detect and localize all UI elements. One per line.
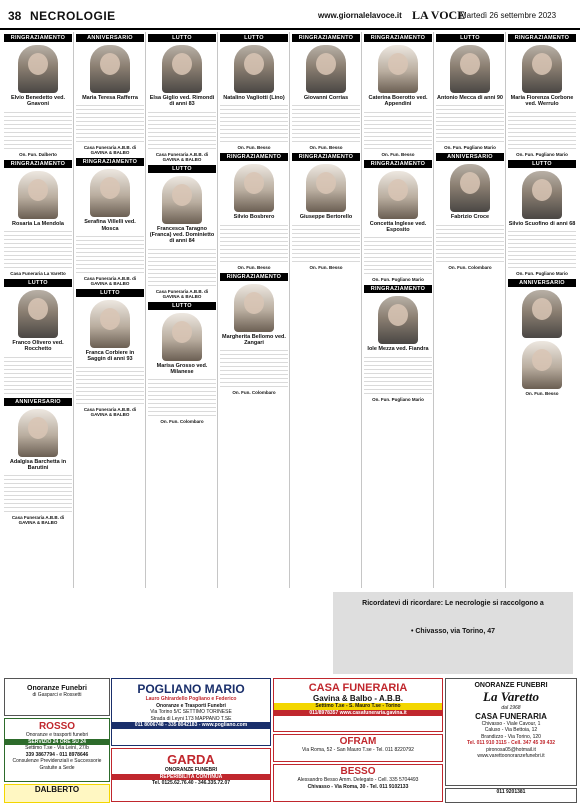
ad-subtitle: di Gasparci e Rossetti (32, 692, 82, 698)
ad-line: Via Torino 5/C SETTIMO TORINESE (150, 709, 232, 715)
deceased-name: Franca Corbiere in Saggin di anni 93 (85, 349, 135, 363)
funeral-home-signature: Casa Funeraria La Varetto (10, 270, 66, 276)
notice-type-label: RINGRAZIAMENTO (364, 285, 432, 293)
ad-title: Onoranze Funebri (27, 685, 87, 692)
notice-type-label: RINGRAZIAMENTO (220, 153, 288, 161)
ad-ofram[interactable] (273, 734, 443, 762)
ad-onoranze-torinese[interactable] (4, 678, 110, 716)
deceased-name: Fabrizio Croce (450, 214, 490, 221)
deceased-name: Francesca Taragno (Franca) ved. Dominietto di anni 84 (149, 225, 215, 245)
deceased-name: Giuseppe Bertorello (299, 214, 353, 221)
ad-phone: Tel. 011 910 3115 - Cell. 347 45 39 432 (466, 740, 556, 746)
obituary-text-block (148, 109, 216, 151)
obituary-column (76, 32, 144, 672)
deceased-name: Silvio Scuofino di anni 68 (508, 220, 576, 227)
obituary-text-block (364, 109, 432, 151)
funeral-home-signature: On. Fun. Dalberto (19, 151, 57, 157)
ad-brand: OFRAM (339, 736, 377, 747)
notice-type-label: LUTTO (148, 34, 216, 42)
deceased-name: Franco Olivero ved. Rocchetto (12, 339, 64, 353)
obituary-text-block (508, 228, 576, 270)
notice-type-label: ANNIVERSARIO (76, 34, 144, 42)
notice-type-label: RINGRAZIAMENTO (292, 153, 360, 161)
ad-besso[interactable] (273, 764, 443, 802)
obituary-text-block (4, 354, 72, 396)
obituary-text-block (364, 354, 432, 396)
obituary-column (364, 32, 432, 588)
portrait-photo (522, 45, 562, 93)
deceased-name: Concetta Inglese ved. Esposito (369, 220, 427, 233)
portrait-photo (18, 409, 58, 457)
obituary-text-block (4, 472, 72, 514)
ad-brand: BESSO (340, 766, 376, 777)
notice-box (333, 592, 573, 674)
notice-type-label: RINGRAZIAMENTO (508, 34, 576, 42)
funeral-home-signature: On. Fun. Besso (309, 145, 343, 151)
deceased-name: Silvio Bosbrero (233, 214, 275, 221)
ad-title: Onoranze e trasporti funebri (25, 732, 89, 738)
deceased-name: Rosaria La Mendola (12, 220, 64, 227)
portrait-photo (450, 164, 490, 212)
funeral-home-signature: Casa Funeraria A.B.B. di GAVINA & BALBO (83, 145, 137, 156)
ad-email[interactable]: pironosa05@hotmail.it (486, 746, 536, 753)
notice-type-label: ANNIVERSARIO (4, 398, 72, 406)
deceased-name: Margherita Bellomo ved. Zangari (222, 333, 286, 346)
deceased-name: Iole Mezza ved. Fiandra (367, 346, 429, 353)
ad-brand: CASA FUNERARIA (308, 682, 408, 694)
funeral-home-signature: On. Fun. Pugliano Mario (516, 151, 568, 157)
portrait-photo (522, 290, 562, 338)
ad-title: ONORANZE FUNEBRI (474, 682, 548, 689)
portrait-photo (522, 171, 562, 219)
portrait-photo (90, 45, 130, 93)
deceased-name: Serafina Villelli ved. Mosca (84, 219, 136, 232)
obituary-column (4, 32, 72, 672)
funeral-home-signature: On. Fun. Besso (237, 264, 271, 270)
portrait-photo (306, 45, 346, 93)
funeral-home-signature: On. Fun. Pugliano Mario (372, 396, 424, 402)
obituary-text-block (76, 233, 144, 275)
deceased-name: Antonio Mecca di anni 90 (436, 95, 503, 101)
deceased-name: Natalino Vagliotti (Lino) (223, 95, 285, 101)
notice-type-label: RINGRAZIAMENTO (364, 34, 432, 42)
notice-type-label: LUTTO (436, 34, 504, 42)
issue-date: Martedì 26 settembre 2023 (460, 11, 557, 20)
ad-varetto[interactable] (445, 678, 577, 786)
notice-title: Ricordatevi di ricordare: Le necrologie si raccolgono a (362, 600, 544, 607)
deceased-name: Marisa Grosso ved. Milanese (156, 362, 208, 375)
ad-title: 011 9201381 (496, 789, 526, 795)
ad-phone: 011/8978357 www.casafuneraria.gavina.it (274, 710, 442, 717)
obituary-text-block (220, 222, 288, 264)
obituary-text-block (4, 228, 72, 270)
portrait-photo (162, 45, 202, 93)
obituary-text-block (148, 376, 216, 418)
column-divider (73, 32, 74, 588)
masthead: LA VOCE (412, 8, 466, 22)
notice-address: • Chivasso, via Torino, 47 (410, 628, 495, 635)
obituary-text-block (4, 109, 72, 151)
notice-type-label: LUTTO (4, 279, 72, 287)
portrait-photo (378, 296, 418, 344)
notice-type-label: ANNIVERSARIO (436, 153, 504, 161)
ad-subtitle: ONORANZE FUNEBRI (164, 767, 218, 773)
obituary-text-block (292, 102, 360, 144)
funeral-home-signature: Casa Funeraria A.B.B. di GAVINA & BALBO (83, 275, 137, 286)
portrait-photo (90, 169, 130, 217)
obituary-column (292, 32, 360, 588)
ad-banner: SERVIZIO 24 ORE SU 24 (5, 739, 109, 746)
deceased-name: Caterina Boerotto ved. Appendini (368, 95, 428, 108)
obituary-text-block (220, 102, 288, 144)
ad-casa-funeraria-gavina[interactable] (273, 678, 443, 732)
funeral-home-signature: On. Fun. Besso (237, 145, 271, 151)
column-divider (433, 32, 434, 588)
funeral-home-signature: Casa Funeraria A.B.B. di GAVINA & BALBO (83, 406, 137, 417)
obituary-text-block (508, 109, 576, 151)
funeral-home-signature: On. Fun. Pugliano Mario (516, 270, 568, 276)
column-divider (289, 32, 290, 588)
portrait-photo (162, 313, 202, 361)
deceased-name: Maria Fiorenza Corbone ved. Werrulo (510, 95, 574, 108)
obituary-text-block (436, 222, 504, 264)
website-link[interactable]: www.giornalelavoce.it (318, 11, 402, 20)
funeral-home-signature: On. Fun. Colombaro (160, 419, 204, 425)
column-divider (505, 32, 506, 588)
ad-line: Consulenze Previdenziali e Successorie Gratuite a Sede (12, 758, 102, 771)
funeral-home-signature: Casa Funeraria A.B.B. di GAVINA & BALBO (155, 151, 209, 162)
portrait-photo (378, 171, 418, 219)
ad-phone: 339 3867794 - 011 8978646 (25, 751, 89, 758)
column-divider (217, 32, 218, 588)
portrait-photo (450, 45, 490, 93)
notice-type-label: RINGRAZIAMENTO (292, 34, 360, 42)
ad-website[interactable]: www.varettoonoranzefunebri.it (477, 753, 545, 759)
column-divider (361, 32, 362, 588)
ad-line: Lauro Ghirardello Pogliano e Federico (145, 696, 237, 702)
ad-pogliano[interactable] (111, 678, 271, 746)
obituary-column (148, 32, 216, 672)
funeral-home-signature: On. Fun. Besso (309, 264, 343, 270)
portrait-photo (90, 300, 130, 348)
obituary-text-block (364, 234, 432, 276)
ad-line: Brandizzo - Via Torino, 120 (481, 733, 541, 740)
funeral-home-signature: Casa Funeraria A.B.B. di GAVINA & BALBO (11, 515, 65, 526)
deceased-name: Adalgisa Barchetta in Barutini (9, 458, 67, 471)
funeral-home-signature: On. Fun. Besso (381, 151, 415, 157)
notice-type-label: LUTTO (76, 289, 144, 297)
notice-type-label: RINGRAZIAMENTO (4, 34, 72, 42)
deceased-name: Giovanni Corrias (303, 95, 349, 101)
ad-phone: Tel. 0125.62.76.40 - 346.335.72.07 (151, 780, 231, 786)
ad-line: Via Roma, 52 - San Mauro T.se - Tel. 011 8220792 (302, 747, 414, 753)
portrait-photo (378, 45, 418, 93)
ad-since: dal 1968 (501, 705, 521, 711)
ad-funerali-roma[interactable] (445, 788, 577, 803)
notice-type-label: RINGRAZIAMENTO (220, 273, 288, 281)
notice-type-label: ANNIVERSARIO (508, 279, 576, 287)
ad-brand: La Varetto (483, 689, 539, 704)
ad-phone: 011 8006748 - 335 8042183 - www.pogliano.com (112, 722, 270, 729)
ad-line: Settimo T.se - S. Mauro T.se - Torino (274, 703, 442, 710)
ad-rosso[interactable] (4, 718, 110, 782)
notice-type-label: RINGRAZIAMENTO (364, 160, 432, 168)
portrait-photo (18, 45, 58, 93)
notice-type-label: LUTTO (148, 302, 216, 310)
notice-type-label: LUTTO (508, 160, 576, 168)
ad-line: Chivasso - Viale Cavour, 1 (481, 720, 541, 727)
notice-type-label: RINGRAZIAMENTO (4, 160, 72, 168)
ad-subtitle: CASA FUNERARIA (475, 711, 547, 721)
ad-brand: DALBERTO (34, 785, 80, 794)
funeral-home-signature: On. Fun. Pugliano Mario (444, 145, 496, 151)
ad-line: Caluso - Via Bettoia, 12 (484, 727, 538, 733)
deceased-name: Elvio Benedetto ved. Gnavoni (10, 95, 66, 108)
obituary-column (220, 32, 288, 672)
notice-type-label: LUTTO (148, 165, 216, 173)
funeral-home-signature: On. Fun. Besso (525, 390, 559, 396)
column-divider (145, 32, 146, 588)
section-title: NECROLOGIE (30, 9, 116, 23)
funeral-home-signature: On. Fun. Pugliano Mario (372, 277, 424, 283)
notice-type-label: RINGRAZIAMENTO (76, 158, 144, 166)
ad-banner: REPERIBILITÀ CONTINUA (112, 774, 270, 781)
portrait-photo (234, 164, 274, 212)
ad-line: Chivasso - Via Roma, 30 - Tel. 011 9102133 (307, 783, 409, 790)
ad-garda[interactable] (111, 748, 271, 802)
deceased-name: Elsa Giglio ved. Rimondi di anni 83 (149, 95, 215, 108)
portrait-photo (18, 290, 58, 338)
page-number: 38 (8, 9, 22, 23)
notice-type-label: LUTTO (220, 34, 288, 42)
funeral-home-signature: On. Fun. Colombaro (448, 264, 492, 270)
ad-line: Onoranze e Trasporti Funebri (156, 702, 226, 709)
ad-line: Alessandro Besso Amm. Delegato - Cell. 335 5704493 (297, 777, 419, 783)
obituary-text-block (436, 102, 504, 144)
obituary-column (436, 32, 504, 588)
portrait-photo (522, 341, 562, 389)
ad-subtitle: Gavina & Balbo - A.B.B. (313, 694, 403, 703)
ad-dalberto[interactable] (4, 784, 110, 803)
portrait-photo (234, 45, 274, 93)
portrait-photo (234, 284, 274, 332)
obituary-column (508, 32, 576, 588)
deceased-name: Maria Teresa Rafferra (82, 95, 138, 101)
ad-brand: POGLIANO MARIO (137, 682, 245, 696)
ad-line: Settimo T.se - Via Leinì, 27/b (25, 745, 89, 751)
obituary-text-block (292, 222, 360, 264)
obituary-text-block (76, 102, 144, 144)
funeral-home-signature: Casa Funeraria A.B.B. di GAVINA & BALBO (155, 288, 209, 299)
portrait-photo (306, 164, 346, 212)
obituary-text-block (220, 347, 288, 389)
page-header (0, 0, 580, 30)
portrait-photo (18, 171, 58, 219)
obituary-text-block (76, 364, 144, 406)
funeral-home-signature: On. Fun. Colombaro (232, 390, 276, 396)
ad-brand: GARDA (167, 752, 215, 767)
ad-line: Strada di Leyni 173 MAPPANO T.SE (150, 715, 232, 722)
ad-brand: ROSSO (38, 721, 76, 732)
obituary-text-block (148, 246, 216, 288)
portrait-photo (162, 176, 202, 224)
